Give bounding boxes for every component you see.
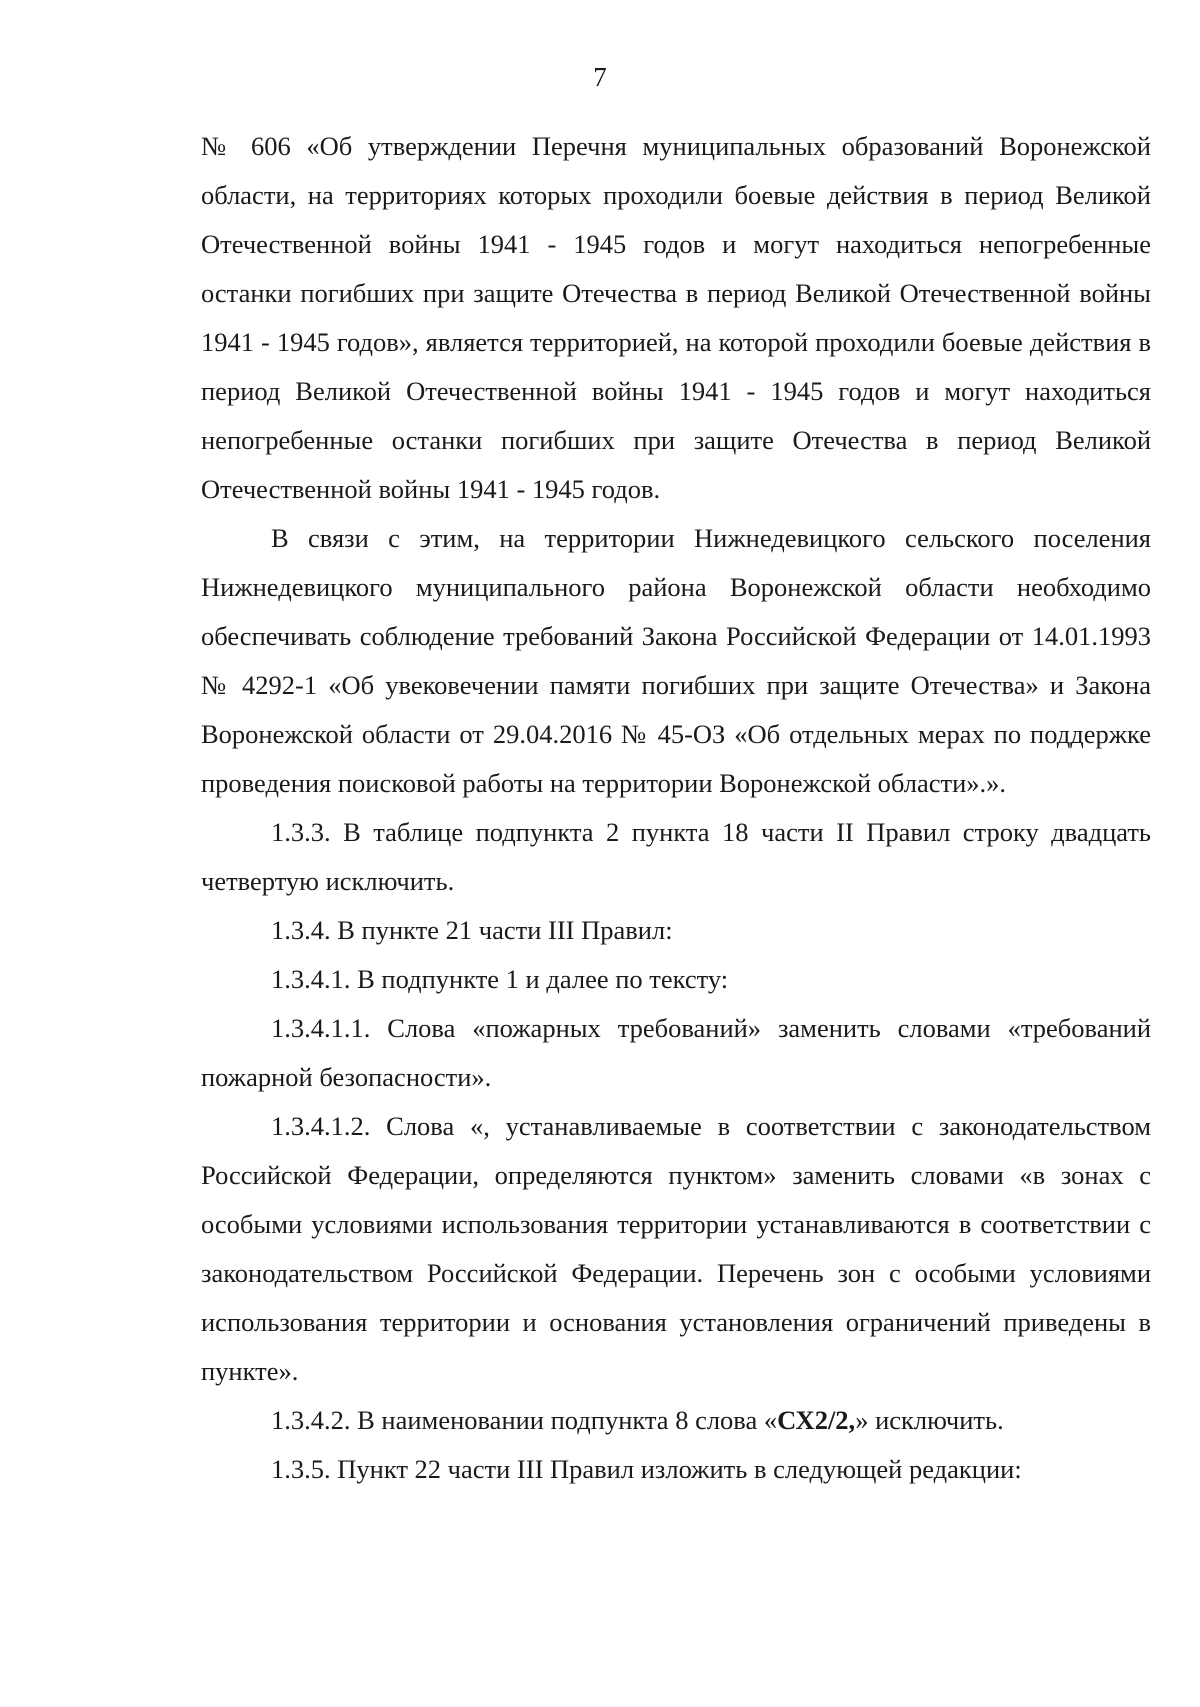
paragraph-list-reference: № 606 «Об утверждении Перечня муниципальных образований Воронежской области, на территориях которых проходили боевые действия в период Великой Отечественной войны 1941 - 1945 годов и могут находиться непогребенные останки погибших при защите Отечества в период Великой Отечественной войны 1941 - 1945 годов», является территорией, на которой проходили боевые действия в период Великой Отечественной войны 1941 - 1945 годов и могут находиться непогребенные останки погибших при защите Отечества в период Великой Отечественной войны 1941 - 1945 годов. — [201, 131, 1151, 504]
bold-zone-code: СХ2/2, — [777, 1405, 856, 1435]
paragraph-1-3-4-2 — [201, 1396, 1151, 1445]
paragraph-requirements: В связи с этим, на территории Нижнедевицкого сельского поселения Нижнедевицкого муниципального района Воронежской области необходимо обеспечивать соблюдение требований Закона Российской Федерации от 14.01.1993 № 4292-1 «Об увековечении памяти погибших при защите Отечества» и Закона Воронежской области от 29.04.2016 № 45-ОЗ «Об отдельных мерах по поддержке проведения поисковой работы на территории Воронежской области».». — [201, 523, 1151, 798]
paragraph-1-3-4-1-2: 1.3.4.1.2. Слова «, устанавливаемые в соответствии с законодательством Российской Федерации, определяются пунктом» заменить словами «в зонах с особыми условиями использования территории устанавливаются в соответствии с законодательством Российской Федерации. Перечень зон с особыми условиями использования территории и основания установления ограничений приведены в пункте». — [201, 1111, 1151, 1386]
paragraph-1-3-4: 1.3.4. В пункте 21 части III Правил: — [271, 915, 673, 945]
paragraph-text-before: 1.3.4.2. В наименовании подпункта 8 слова « — [271, 1405, 778, 1435]
paragraph-1-3-4-1: 1.3.4.1. В подпункте 1 и далее по тексту: — [271, 964, 729, 994]
paragraph-text-after: » исключить. — [855, 1405, 1004, 1435]
paragraph-1-3-4-1-1: 1.3.4.1.1. Слова «пожарных требований» заменить словами «требований пожарной безопасности». — [201, 1013, 1151, 1092]
paragraph-1-3-5: 1.3.5. Пункт 22 части III Правил изложить в следующей редакции: — [271, 1454, 1022, 1484]
page-number: 7 — [593, 62, 607, 92]
paragraph-1-3-3: 1.3.3. В таблице подпункта 2 пункта 18 части II Правил строку двадцать четвертую исключить. — [201, 817, 1151, 896]
document-body — [201, 122, 1151, 1494]
